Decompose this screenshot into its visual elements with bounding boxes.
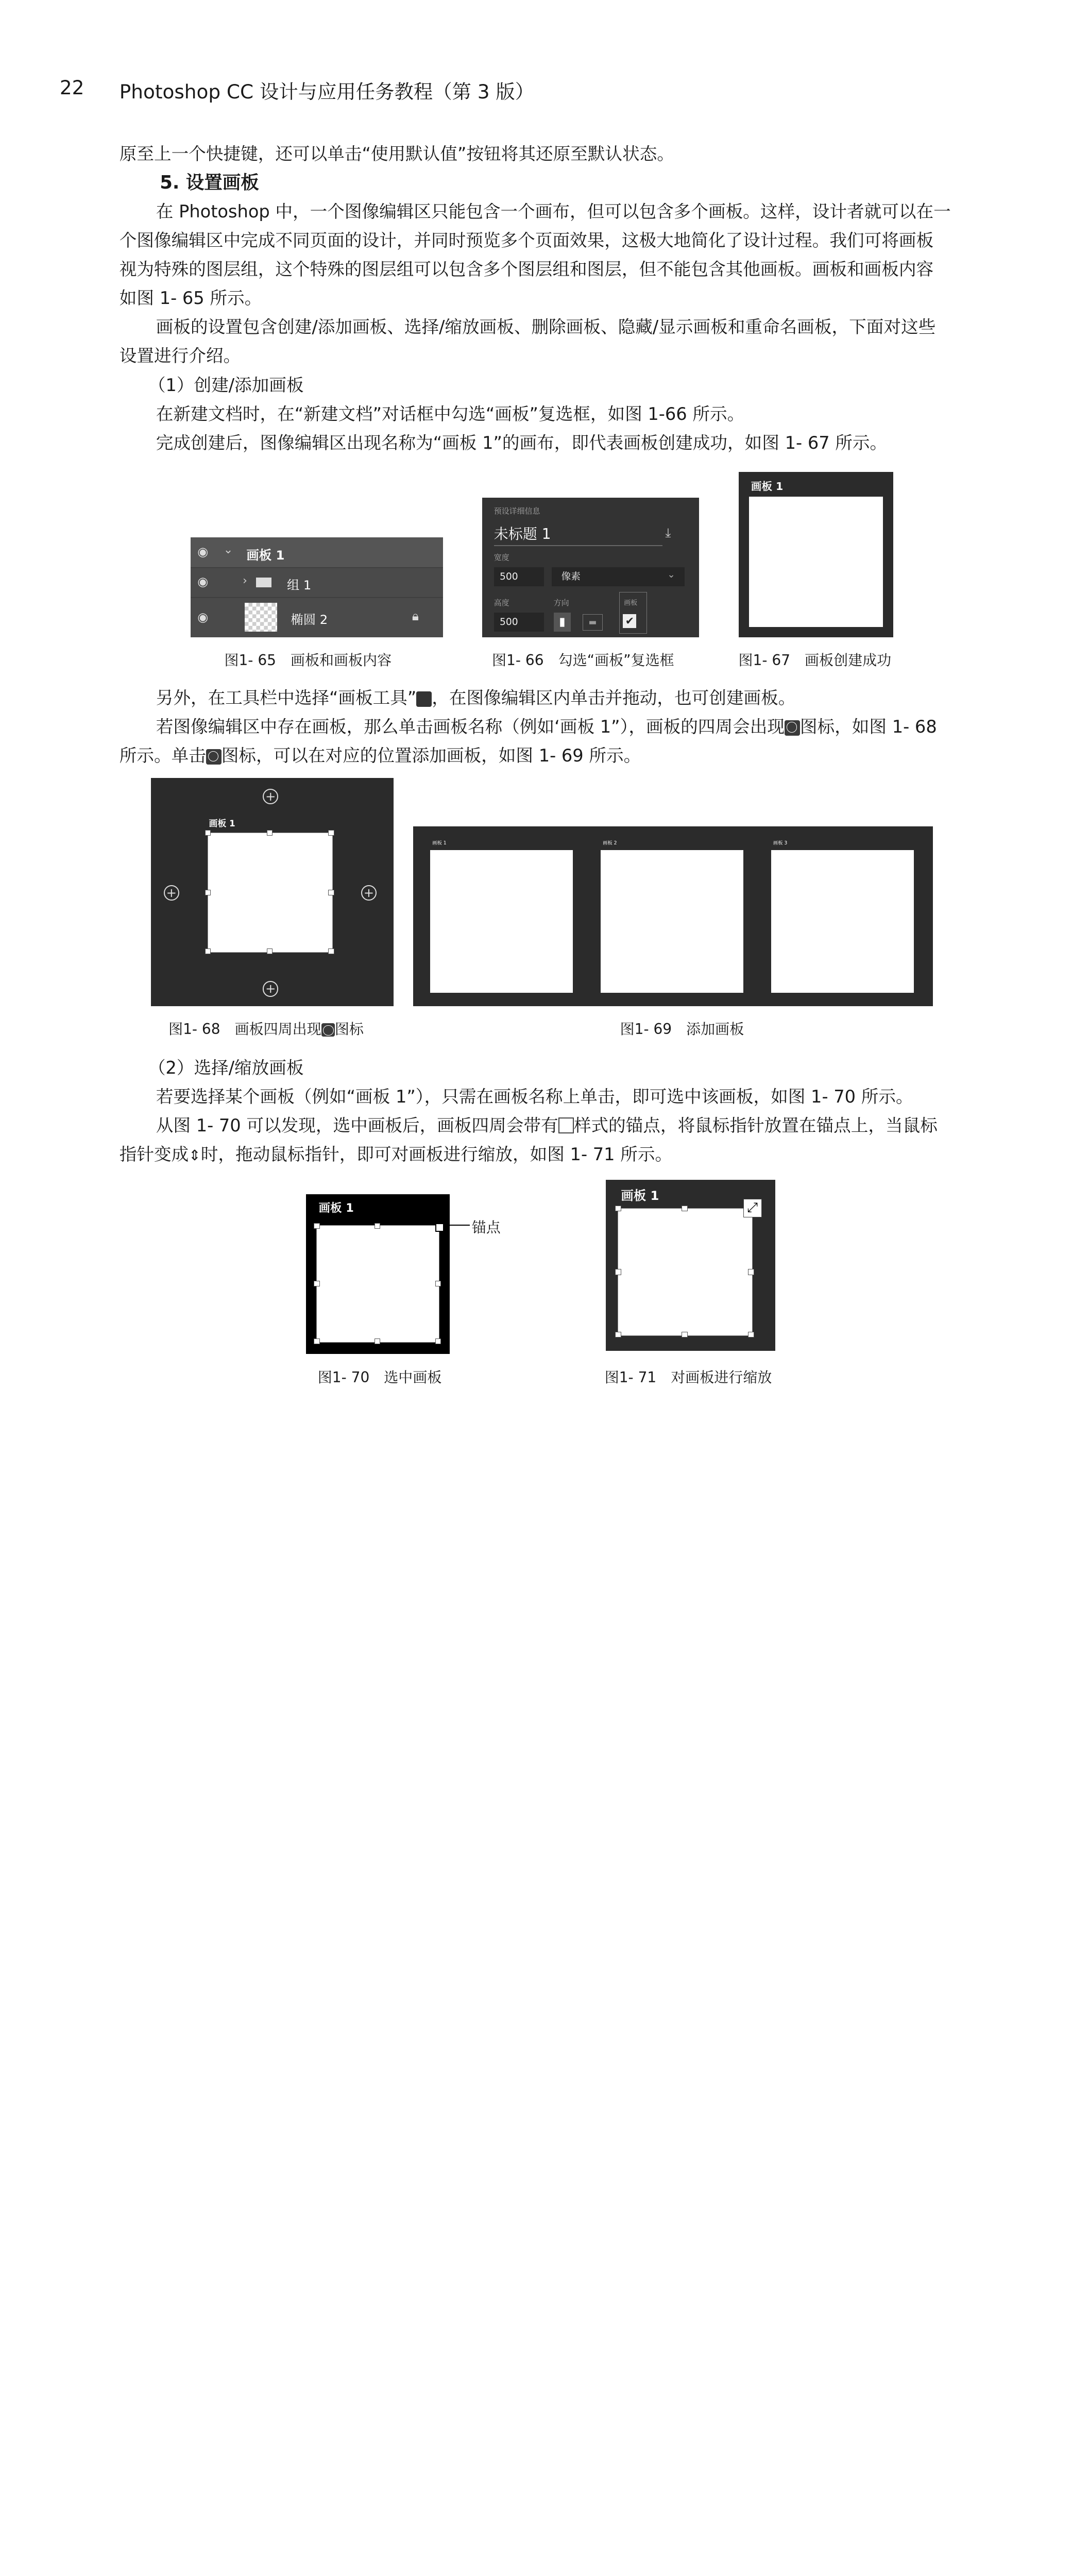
layer-name: 椭圆 2 [291,612,328,628]
callout-label: 锚点 [471,1218,501,1236]
artboard [601,850,743,993]
chevron-right-icon[interactable]: › [242,573,247,587]
figure-caption: 图1- 71 对画板进行缩放 [604,1369,772,1386]
layer-name: 组 1 [286,577,312,592]
paragraph-line: 视为特殊的图层组，这个特殊的图层组可以包含多个图层组和图层，但不能包含其他画板。画板和画板内容 [119,259,934,280]
fig66-preset-panel [482,498,699,637]
anchor-handle[interactable] [615,1332,621,1337]
divider [494,545,662,546]
figure-caption: 图1- 70 选中画板 [317,1369,442,1386]
add-artboard-right-icon[interactable]: + [361,885,377,901]
preset-section-label: 预设详细信息 [494,506,540,516]
chevron-down-icon: ⌄ [667,569,675,580]
paragraph-line: 若要选择某个画板（例如“画板 1”），只需在画板名称上单击，即可选中该画板，如图 1- 70 所示。 [156,1086,913,1107]
paragraph-line: 在 Photoshop 中，一个图像编辑区只能包含一个画布，但可以包含多个画板。这样，设计者就可以在一 [156,201,951,222]
anchor-handle[interactable] [328,890,334,895]
width-input[interactable]: 500 [494,567,544,586]
anchor-handle[interactable] [375,1223,380,1229]
paragraph-line: 从图 1- 70 可以发现，选中画板后，画板四周会带有 样式的锚点，将鼠标指针放置在锚点上，当鼠标 [156,1115,938,1136]
fig65-layers-panel [191,537,443,637]
anchor-handle[interactable] [267,830,273,836]
figure-caption: 图1- 69 添加画板 [620,1020,744,1038]
orientation-label: 方向 [553,598,569,607]
artboard-checkbox[interactable]: ✔ [623,614,636,628]
fig67-canvas [739,472,894,637]
figure-caption: 图1- 66 勾选“画板”复选框 [492,651,674,669]
add-artboard-icon [785,720,800,736]
artboard-name[interactable]: 画板 1 [209,818,235,828]
anchor-handle[interactable] [748,1269,754,1275]
subheading: （2）选择/缩放画板 [148,1057,304,1078]
anchor-handle[interactable] [267,948,273,954]
add-artboard-bottom-icon[interactable]: + [263,981,278,996]
section-heading: 5. 设置画板 [160,172,259,194]
add-artboard-top-icon[interactable]: + [263,789,278,804]
anchor-handle[interactable] [314,1281,319,1286]
text-block-top [120,140,967,457]
paragraph-line: 所示。单击 图标，可以在对应的位置添加画板，如图 1- 69 所示。 [119,745,641,766]
chevron-down-icon[interactable]: ⌄ [223,543,233,557]
anchor-handle[interactable] [375,1338,380,1344]
paragraph-line: 设置进行介绍。 [119,346,241,366]
eye-icon[interactable]: ◉ [197,609,209,625]
save-preset-icon[interactable]: ⤓ [665,524,671,540]
figure-caption: 图1- 65 画板和画板内容 [224,651,392,669]
add-artboard-icon [321,1023,335,1037]
anchor-handle[interactable] [314,1223,319,1229]
anchor-handle[interactable] [682,1206,687,1211]
fig68-canvas [151,778,394,1006]
anchor-handle[interactable] [205,890,211,895]
artboard-name[interactable]: 画板 3 [773,840,788,846]
paragraph-line: 完成创建后，图像编辑区出现名称为“画板 1”的画布，即代表画板创建成功，如图 1- 67 所示。 [156,432,888,453]
anchor-handle[interactable] [435,1338,441,1344]
paragraph-line: 画板的设置包含创建/添加画板、选择/缩放画板、删除画板、隐藏/显示画板和重命名画板，下面对这些 [156,317,936,337]
figure-caption: 图1- 67 画板创建成功 [738,651,892,669]
eye-icon[interactable]: ◉ [197,544,209,559]
artboard [771,850,914,993]
unit-select[interactable]: 像素 [552,567,685,586]
page-number: 22 [59,76,84,99]
anchor-handle[interactable] [435,1281,441,1286]
anchor-handle-selected[interactable] [435,1223,444,1232]
artboard [618,1209,752,1336]
text-block-middle [120,684,967,770]
layer-row[interactable] [191,598,443,638]
running-title: Photoshop CC 设计与应用任务教程（第 3 版） [119,80,535,103]
anchor-handle[interactable] [615,1269,621,1275]
anchor-handle[interactable] [615,1206,621,1211]
document-name-field[interactable]: 未标题 1 [494,525,551,543]
anchor-handle[interactable] [328,830,334,836]
resize-diagonal-cursor-icon: ⤢ [743,1199,762,1217]
figure-caption: 图1- 68 画板四周出现 图标 [168,1020,364,1038]
anchor-handle[interactable] [314,1338,319,1344]
anchor-handle[interactable] [205,948,211,954]
eye-icon[interactable]: ◉ [197,573,209,589]
layer-name: 画板 1 [246,547,285,563]
callout-line [443,1225,470,1226]
add-artboard-icon [206,749,222,765]
layer-row[interactable] [191,537,443,568]
artboard-name[interactable]: 画板 1 [751,480,784,493]
height-input[interactable]: 500 [494,613,544,632]
paragraph-line: 指针变成⇕时，拖动鼠标指针，即可对画板进行缩放，如图 1- 71 所示。 [119,1144,673,1164]
anchor-handle[interactable] [328,948,334,954]
text-block-bottom [120,1054,967,1170]
paragraph-line: 另外，在工具栏中选择“画板工具” ，在图像编辑区内单击并拖动，也可创建画板。 [156,687,796,708]
artboard [317,1226,439,1342]
continued-paragraph: 原至上一个快捷键，还可以单击“使用默认值”按钮将其还原至默认状态。 [119,144,674,164]
paragraph-line: 若图像编辑区中存在画板，那么单击画板名称（例如‘画板 1”），画板的四周会出现 图标，如图 1- 68 [156,717,937,737]
add-artboard-left-icon[interactable]: + [164,885,179,901]
paragraph-line: 在新建文档时，在“新建文档”对话框中勾选“画板”复选框，如图 1-66 所示。 [156,403,745,424]
paragraph-line: 个图像编辑区中完成不同页面的设计，并同时预览多个页面效果，这极大地简化了设计过程。我们可将画板 [119,230,934,251]
layer-row[interactable] [191,568,443,598]
artboard-name[interactable]: 画板 2 [602,840,617,846]
anchor-square-icon [558,1117,574,1133]
artboard-tool-icon [416,691,432,707]
anchor-handle[interactable] [682,1332,687,1337]
portrait-icon[interactable]: ▮ [554,613,571,632]
width-label: 宽度 [494,552,509,562]
height-label: 高度 [494,598,509,607]
anchor-handle[interactable] [205,830,211,836]
artboard-name[interactable]: 画板 1 [432,840,447,846]
artboard-name[interactable]: 画板 1 [318,1201,354,1215]
lock-icon[interactable]: 🔒︎ [412,608,419,624]
fig71-canvas [606,1180,775,1351]
layer-thumbnail [245,603,278,632]
resize-vertical-icon: ⇕ [189,1146,201,1164]
subheading: （1）创建/添加画板 [148,375,304,395]
fig69-canvas [413,826,933,1007]
landscape-icon[interactable]: ▬ [583,614,603,631]
artboard [749,497,883,626]
artboard [208,833,332,953]
anchor-handle[interactable] [748,1332,754,1337]
artboard-label: 画板 [624,599,638,607]
paragraph-line: 如图 1- 65 所示。 [119,288,262,309]
artboard-name[interactable]: 画板 1 [621,1188,659,1203]
folder-icon [256,578,271,587]
artboard [430,850,573,993]
fig70-canvas [306,1194,449,1354]
